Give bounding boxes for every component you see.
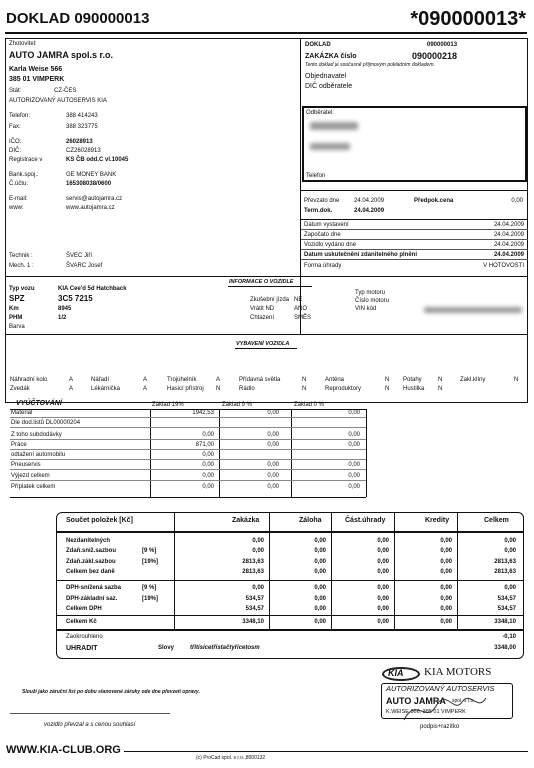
- vyuctovani-row-label: Příplatek celkem: [11, 484, 56, 490]
- summary-cell: 0,00: [377, 548, 389, 554]
- supplier-row-label: DIČ:: [9, 148, 21, 154]
- summary-cell: 0,00: [314, 569, 326, 575]
- summary-col: Celkem: [484, 517, 509, 524]
- summary-row-rate: [9 %]: [142, 548, 157, 554]
- odberatel-label: Odběratel:: [306, 110, 335, 116]
- date-value: V HOTOVOSTI: [483, 263, 524, 269]
- summary-cell: 0,00: [377, 619, 389, 625]
- summary-cell: 0,00: [440, 559, 452, 565]
- dic-odberatele-label: DIČ odběratele: [305, 83, 353, 90]
- predpok-label: Předpok.cena: [414, 198, 454, 204]
- supplier-row-value: 388 323775: [66, 124, 98, 130]
- supplier-row-value: CZ26028913: [66, 148, 101, 154]
- vyuctovani-cell: 0,00: [348, 462, 360, 468]
- summary-cell: 534,57: [497, 596, 516, 602]
- redacted-name: [310, 122, 358, 130]
- summary-col: Záloha: [299, 517, 322, 524]
- chtazeni-value: SMĚS: [294, 315, 312, 321]
- date-label: Datum vystavení: [304, 222, 349, 228]
- summary-cell: 0,00: [252, 538, 264, 544]
- summary-cell: 0,00: [504, 548, 516, 554]
- vyuctovani-row-label: Výjezd celkem: [11, 473, 50, 479]
- doklad-note: Tento doklad je současně příjmovým pokladním dokladem.: [305, 62, 435, 68]
- date-label: Datum uskutečnění zdanitelného plnění: [304, 252, 418, 258]
- summary-row-label: Zdaň.zákl.sazbou: [66, 559, 116, 565]
- equipment-item: Zvedák: [10, 386, 30, 392]
- vratit-label: Vrátit ND: [250, 306, 275, 312]
- summary-cell: 0,00: [377, 569, 389, 575]
- summary-row-label: Nezdanitelných: [66, 538, 111, 544]
- km-label: Km: [9, 306, 19, 312]
- summary-cell: 0,00: [440, 585, 452, 591]
- technik-name: ŠVEC Jiří: [66, 253, 93, 259]
- summary-col: Část.úhrady: [345, 517, 386, 524]
- vyuctovani-cell: 871,00: [195, 442, 214, 448]
- doklad-label: DOKLAD: [305, 42, 331, 48]
- summary-cell: 0,00: [252, 548, 264, 554]
- doklad-number: 090000013: [427, 42, 458, 48]
- summary-cell: 0,00: [314, 538, 326, 544]
- vyuctovani-row-label: Dle dod.listů DL00000204: [11, 420, 81, 426]
- redacted-address: [310, 143, 350, 150]
- supplier-row-label: Č.účtu:: [9, 181, 29, 187]
- phm-label: PHM: [9, 315, 23, 321]
- supplier-row-value: www.autojamra.cz: [66, 205, 115, 211]
- telefon-label: Telefon: [306, 173, 326, 179]
- equipment-item: Rádio: [239, 386, 255, 392]
- equipment-flag: N: [302, 386, 307, 392]
- kia-brand: KIA MOTORS: [424, 666, 492, 678]
- doc-barcode: *090000013*: [410, 8, 526, 30]
- termdok-label: Term.dok.: [304, 208, 333, 214]
- summary-cell: 534,57: [245, 606, 264, 612]
- supplier-row-value: 165308038/0600: [66, 181, 112, 187]
- summary-cell: 0,00: [314, 559, 326, 565]
- summary-cell: 0,00: [314, 548, 326, 554]
- doc-title: DOKLAD 090000013: [6, 10, 150, 27]
- zkusebni-label: Zkušební jízda: [250, 297, 290, 303]
- zaokrouhleno-label: Zaokrouhleno: [66, 634, 103, 640]
- equipment-flag: N: [514, 377, 519, 383]
- supplier-row-value: 26028913: [66, 139, 93, 145]
- redacted-vin: [424, 307, 522, 313]
- summary-cell: 0,00: [252, 585, 264, 591]
- summary-row-label: DPH-snížená sazba: [66, 585, 122, 591]
- vyuctovani-cell: 0,00: [267, 484, 279, 490]
- summary-row-label: Zdaň.sniž.sazbou: [66, 548, 117, 554]
- supplier-street: Karla Weise 566: [9, 66, 63, 73]
- vyuctovani-cell: 1942,53: [192, 410, 214, 416]
- date-value: 24.04.2009: [493, 252, 524, 258]
- vyuctovani-cell: 0,00: [348, 432, 360, 438]
- summary-cell: 0,00: [440, 596, 452, 602]
- summary-cell: 0,00: [377, 538, 389, 544]
- vin-label: VIN kód: [355, 306, 377, 312]
- equipment-item: Hasicí přístroj: [167, 386, 204, 392]
- summary-cell: 0,00: [377, 606, 389, 612]
- date-label: Započato dne: [304, 232, 341, 238]
- equipment-flag: N: [438, 386, 443, 392]
- vyuctovani-cell: 0,00: [267, 473, 279, 479]
- supplier-row-label: IČO:: [9, 139, 22, 145]
- vyuctovani-cell: 0,00: [267, 432, 279, 438]
- summary-cell: 0,00: [504, 538, 516, 544]
- equipment-title: VYBAVENÍ VOZIDLA: [236, 341, 290, 347]
- vyuctovani-title: VYÚČTOVÁNÍ: [16, 400, 62, 407]
- summary-cell: 0,00: [314, 585, 326, 591]
- supplier-row-label: E-mail:: [9, 196, 28, 202]
- warranty-note: Slouží jako záruční list po dobu stanovené záruky ode dne převzetí opravy.: [22, 689, 200, 695]
- zaokrouhleno-value: -0,10: [502, 634, 516, 640]
- summary-cell: 2813,63: [494, 569, 516, 575]
- uhradit-label: UHRADIT: [66, 645, 98, 652]
- barva-label: Barva: [9, 324, 25, 330]
- equipment-flag: N: [216, 386, 221, 392]
- summary-cell: 0,00: [377, 596, 389, 602]
- equipment-flag: A: [216, 377, 221, 383]
- procad-note: (c) ProCad spol. s r.o.,8000132: [196, 755, 266, 761]
- summary-cell: 0,00: [440, 569, 452, 575]
- date-value: 24.04.2009: [493, 242, 524, 248]
- supplier-row-label: Bank.spoj.:: [9, 172, 39, 178]
- equipment-flag: N: [438, 377, 443, 383]
- zakazka-label: ZAKÁZKA číslo: [305, 53, 357, 60]
- summary-row-rate: [19%]: [142, 596, 159, 602]
- equipment-item: Náhradní kolo: [10, 377, 48, 383]
- kia-logo-text: KIA: [388, 668, 404, 678]
- vyuctovani-cell: 0,00: [202, 432, 214, 438]
- equipment-item: Trojúhelník: [167, 377, 197, 383]
- summary-cell: 0,00: [377, 559, 389, 565]
- summary-row-rate: [9 %]: [142, 585, 157, 591]
- supplier-subtitle: AUTORIZOVANÝ AUTOSERVIS KIA: [9, 98, 107, 104]
- summary-cell: 2813,63: [242, 559, 264, 565]
- typmotoru-label: Typ motoru: [355, 290, 386, 296]
- summary-cell: 534,57: [497, 606, 516, 612]
- prevzato-label: Převzato dne: [304, 198, 340, 204]
- vyuctovani-row-label: Práce: [11, 442, 27, 448]
- vyuctovani-row-label: Z toho subdodávky: [11, 432, 62, 438]
- summary-cell: 0,00: [440, 548, 452, 554]
- mech-label: Mech. 1 :: [9, 263, 34, 269]
- summary-cell: 3348,10: [494, 619, 516, 625]
- chtazeni-label: Chtazení: [250, 315, 275, 321]
- cislomotoru-label: Číslo motoru: [355, 298, 390, 304]
- summary-cell: 0,00: [440, 619, 452, 625]
- equipment-flag: N: [385, 386, 390, 392]
- supplier-city: 385 01 VIMPERK: [9, 76, 65, 83]
- typ-label: Typ vozu: [9, 286, 35, 292]
- summary-row-label: Celkem DPH: [66, 606, 102, 612]
- stamp-line: spol. s r.o.: [452, 698, 475, 704]
- spz-value: 3C5 7215: [58, 294, 93, 303]
- stat-value: CZ-ČES: [54, 88, 77, 94]
- summary-cell: 0,00: [440, 538, 452, 544]
- date-label: Forma úhrady: [304, 263, 342, 269]
- summary-cell: 2813,63: [494, 559, 516, 565]
- vyuctovani-col: Základ 19%: [152, 402, 184, 408]
- vyuctovani-cell: 0,00: [348, 442, 360, 448]
- summary-col: Kredity: [425, 517, 450, 524]
- typ-value: KIA Cee'd 5d Hatchback: [58, 286, 127, 292]
- summary-cell: 0,00: [314, 619, 326, 625]
- summary-cell: 0,00: [314, 596, 326, 602]
- slovy-value: třitisícetřistačtyřicetosm: [190, 645, 260, 651]
- supplier-row-value: servis@autojamra.cz: [66, 196, 123, 202]
- supplier-row-value: KS ČB odd.C vl.10045: [66, 157, 129, 163]
- summary-cell: 0,00: [440, 606, 452, 612]
- supplier-row-label: Fax:: [9, 124, 21, 130]
- stamp-line: AUTORIZOVANÝ AUTOSERVIS: [386, 684, 495, 693]
- supplier-row-label: Telefon:: [9, 113, 31, 119]
- vyuctovani-cell: 0,00: [267, 462, 279, 468]
- vyuctovani-cell: 0,00: [348, 410, 360, 416]
- equipment-item: Anténa: [325, 377, 345, 383]
- vyuctovani-row-label: Materiál: [11, 410, 33, 416]
- equipment-flag: A: [69, 377, 74, 383]
- vyuctovani-cell: 0,00: [202, 452, 214, 458]
- summary-cell: 0,00: [314, 606, 326, 612]
- equipment-item: Zakl.klíny: [460, 377, 486, 383]
- supplier-row-label: www:: [9, 205, 24, 211]
- supplier-name: AUTO JAMRA spol.s r.o.: [9, 50, 114, 60]
- supplier-row-value: 388 414243: [66, 113, 98, 119]
- equipment-flag: A: [69, 386, 74, 392]
- vyuctovani-cell: 0,00: [348, 473, 360, 479]
- vyuctovani-cell: 0,00: [267, 410, 279, 416]
- equipment-flag: A: [143, 386, 148, 392]
- equipment-item: Reproduktory: [325, 386, 362, 392]
- predpok-value: 0,00: [511, 198, 523, 204]
- objednavatel-label: Objednavatel: [305, 73, 347, 80]
- summary-cell: 534,57: [245, 596, 264, 602]
- vyuctovani-cell: 0,00: [202, 462, 214, 468]
- date-value: 24.04.2009: [493, 222, 524, 228]
- summary-col: Součet položek [Kč]: [66, 517, 133, 524]
- supplier-row-label: Registrace v: [9, 157, 43, 163]
- km-value: 8945: [58, 306, 72, 312]
- equipment-item: Lékárnička: [91, 386, 121, 392]
- mech-name: ŠVARC Josef: [66, 263, 103, 269]
- spz-label: SPZ: [9, 294, 25, 303]
- supplier-row-value: GE MONEY BANK: [66, 172, 117, 178]
- equipment-flag: A: [143, 377, 148, 383]
- podpis-label: podpis+razítko: [420, 724, 460, 730]
- equipment-item: Nářadí: [91, 377, 110, 383]
- summary-row-rate: [19%]: [142, 559, 159, 565]
- zakazka-number: 090000218: [412, 51, 458, 61]
- date-label: Vozidlo vydáno dne: [304, 242, 357, 248]
- equipment-flag: N: [385, 377, 390, 383]
- summary-cell: 3348,10: [242, 619, 264, 625]
- prevzato-value: 24.04.2009: [354, 198, 385, 204]
- technik-label: Technik :: [9, 253, 33, 259]
- stamp-line: K.WEISE 566, 385 01 VIMPERK: [386, 709, 466, 715]
- zkusebni-value: NE: [294, 297, 303, 303]
- slovy-label: Slovy: [158, 645, 175, 651]
- summary-cell: 2813,63: [242, 569, 264, 575]
- stamp-line: AUTO JAMRA: [386, 696, 446, 706]
- summary-row-label: Celkem Kč: [66, 619, 97, 625]
- vyuctovani-col: Základ 9 %: [222, 402, 253, 408]
- vyuctovani-cell: 0,00: [202, 484, 214, 490]
- vyuctovani-row-label: odtažení automobilu: [11, 452, 66, 458]
- supplier-label: Zhotovitel:: [9, 41, 37, 47]
- vratit-value: ANO: [294, 306, 308, 312]
- vyuctovani-cell: 0,00: [267, 442, 279, 448]
- equipment-flag: N: [302, 377, 307, 383]
- termdok-value: 24.04.2009: [354, 208, 385, 214]
- equipment-item: Hustilka: [403, 386, 425, 392]
- equipment-item: Přídavná světla: [239, 377, 281, 383]
- uhradit-value: 3348,00: [494, 645, 516, 651]
- equipment-item: Potahy: [403, 377, 422, 383]
- vehicle-title: INFORMACE O VOZIDLE: [229, 279, 294, 285]
- vyuctovani-cell: 0,00: [348, 484, 360, 490]
- vyuctovani-cell: 0,00: [202, 473, 214, 479]
- watermark: WWW.KIA-CLUB.ORG: [6, 744, 121, 756]
- summary-col: Zakázka: [232, 517, 260, 524]
- summary-row-label: DPH-základní saz.: [66, 596, 118, 602]
- prevzal-note: vozidlo převzal a s cenou souhlasí: [44, 722, 136, 728]
- vyuctovani-col: Základ 0 %: [294, 402, 325, 408]
- vyuctovani-row-label: Pneuservis: [11, 462, 41, 468]
- phm-value: 1/2: [58, 315, 67, 321]
- stat-label: Stát:: [9, 88, 22, 94]
- summary-cell: 0,00: [377, 585, 389, 591]
- summary-cell: 0,00: [504, 585, 516, 591]
- date-value: 24.04.2009: [493, 232, 524, 238]
- summary-row-label: Celkem bez daně: [66, 569, 115, 575]
